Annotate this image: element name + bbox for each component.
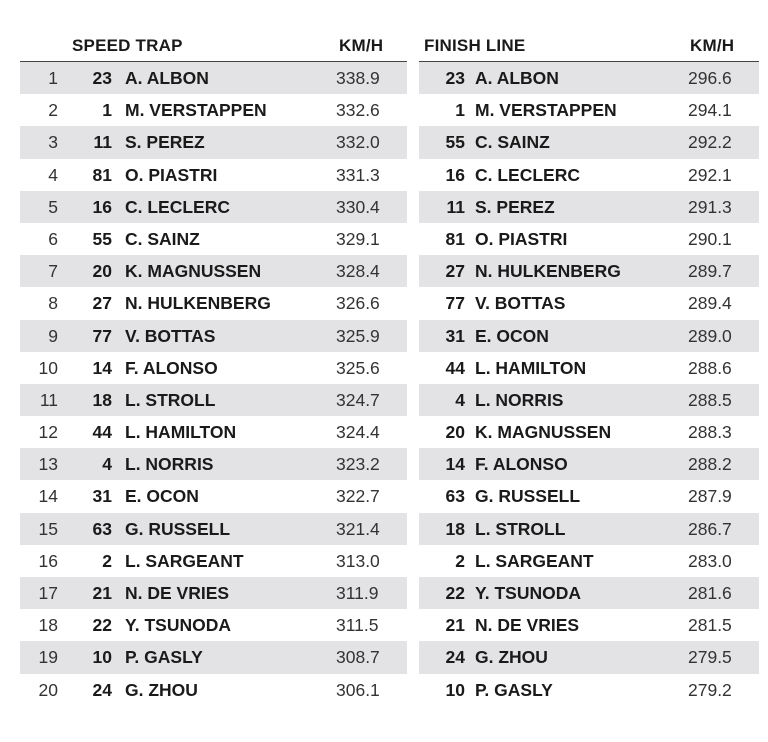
table-row (419, 609, 759, 641)
car-number-cell: 11 (93, 132, 112, 153)
car-number-cell: 55 (445, 132, 465, 153)
car-number-cell: 20 (92, 261, 112, 282)
table-row (20, 320, 407, 352)
car-number-cell: 23 (92, 68, 112, 88)
car-number-cell: 20 (445, 422, 465, 443)
driver-name-cell: C. LECLERC (125, 196, 230, 217)
speed-cell: 279.5 (688, 647, 732, 668)
driver-name-cell: L. SARGEANT (475, 550, 594, 571)
table-row (20, 448, 407, 480)
driver-name-cell: Y. TSUNODA (475, 583, 581, 603)
speed-trap-header (20, 0, 407, 62)
table-row (20, 352, 407, 384)
car-number-cell: 27 (92, 293, 112, 314)
table-row (20, 674, 407, 706)
position-cell: 5 (48, 196, 58, 217)
table-row (20, 223, 407, 255)
car-number-cell: 2 (102, 550, 112, 571)
speed-cell: 311.9 (336, 583, 379, 603)
position-cell: 9 (48, 325, 58, 346)
table-row (419, 320, 759, 352)
position-cell: 16 (38, 550, 58, 571)
driver-name-cell: L. HAMILTON (475, 357, 587, 378)
driver-name-cell: F. ALONSO (475, 454, 568, 475)
table-row (419, 513, 759, 545)
speed-trap-unit-header: KM/H (339, 36, 384, 55)
speed-cell: 330.4 (336, 196, 380, 217)
speed-trap-title: SPEED TRAP (72, 36, 183, 55)
table-row (20, 126, 407, 158)
driver-name-cell: G. ZHOU (125, 679, 198, 700)
finish-line-header (419, 0, 759, 62)
position-cell: 7 (48, 261, 58, 282)
driver-name-cell: N. HULKENBERG (125, 293, 271, 314)
table-row (419, 159, 759, 191)
driver-name-cell: V. BOTTAS (125, 325, 216, 346)
driver-name-cell: Y. TSUNODA (125, 615, 231, 636)
position-cell: 4 (48, 164, 58, 185)
driver-name-cell: V. BOTTAS (475, 293, 566, 314)
speed-trap-table (20, 0, 407, 706)
table-row (419, 384, 759, 416)
driver-name-cell: S. PEREZ (475, 196, 555, 217)
table-row (419, 545, 759, 577)
table-row (419, 480, 759, 512)
car-number-cell: 18 (445, 518, 465, 539)
car-number-cell: 24 (92, 679, 112, 700)
speed-trap-rows (20, 62, 407, 706)
speed-cell: 290.1 (688, 228, 732, 249)
table-row (20, 641, 407, 673)
car-number-cell: 4 (455, 389, 465, 410)
speed-cell: 296.6 (688, 68, 732, 88)
position-cell: 15 (38, 518, 58, 539)
position-cell: 2 (48, 100, 58, 121)
speed-cell: 287.9 (688, 486, 732, 507)
car-number-cell: 63 (92, 518, 112, 539)
position-cell: 8 (48, 293, 58, 314)
table-row (20, 159, 407, 191)
position-cell: 14 (38, 486, 58, 507)
speed-cell: 281.5 (688, 615, 732, 636)
position-cell: 17 (38, 583, 58, 603)
table-row (419, 641, 759, 673)
table-row (419, 416, 759, 448)
position-cell: 10 (38, 357, 58, 378)
position-cell: 11 (39, 389, 58, 410)
driver-name-cell: K. MAGNUSSEN (125, 261, 262, 282)
driver-name-cell: F. ALONSO (125, 357, 218, 378)
speed-cell: 283.0 (688, 550, 732, 571)
position-cell: 12 (38, 422, 58, 443)
speed-cell: 325.6 (336, 357, 380, 378)
speed-cell: 323.2 (336, 454, 380, 475)
speed-cell: 281.6 (688, 583, 732, 603)
speed-cell: 286.7 (688, 518, 732, 539)
driver-name-cell: L. HAMILTON (125, 422, 237, 443)
driver-name-cell: L. STROLL (475, 518, 566, 539)
speed-cell: 311.5 (336, 615, 379, 636)
driver-name-cell: L. NORRIS (475, 389, 564, 410)
car-number-cell: 77 (445, 293, 465, 314)
speed-cell: 326.6 (336, 293, 380, 314)
driver-name-cell: A. ALBON (125, 68, 209, 88)
position-cell: 19 (38, 647, 58, 668)
car-number-cell: 16 (445, 164, 465, 185)
speed-cell: 324.4 (336, 422, 380, 443)
table-row (419, 448, 759, 480)
driver-name-cell: O. PIASTRI (475, 228, 568, 249)
driver-name-cell: M. VERSTAPPEN (475, 100, 617, 121)
car-number-cell: 44 (92, 422, 112, 443)
table-row (20, 191, 407, 223)
finish-line-title: FINISH LINE (424, 36, 526, 55)
table-row (20, 287, 407, 319)
table-row (419, 287, 759, 319)
car-number-cell: 14 (445, 454, 465, 475)
speed-cell: 289.0 (688, 325, 732, 346)
car-number-cell: 81 (92, 164, 112, 185)
driver-name-cell: M. VERSTAPPEN (125, 100, 267, 121)
speed-cell: 332.0 (336, 132, 380, 153)
table-row (419, 62, 759, 94)
speed-cell: 288.3 (688, 422, 732, 443)
position-cell: 20 (38, 679, 58, 700)
car-number-cell: 14 (92, 357, 112, 378)
speed-cell: 329.1 (336, 228, 380, 249)
driver-name-cell: P. GASLY (475, 679, 553, 700)
speed-cell: 294.1 (688, 100, 732, 121)
speed-cell: 306.1 (336, 679, 380, 700)
table-row (419, 255, 759, 287)
driver-name-cell: L. SARGEANT (125, 550, 244, 571)
driver-name-cell: P. GASLY (125, 647, 203, 668)
table-row (20, 416, 407, 448)
table-row (419, 223, 759, 255)
speed-cell: 289.7 (688, 261, 732, 282)
speed-cell: 288.5 (688, 389, 732, 410)
car-number-cell: 21 (92, 583, 112, 603)
speed-cell: 321.4 (336, 518, 380, 539)
speed-cell: 331.3 (336, 164, 380, 185)
speed-cell: 338.9 (336, 68, 380, 88)
driver-name-cell: O. PIASTRI (125, 164, 218, 185)
car-number-cell: 4 (102, 454, 112, 475)
driver-name-cell: G. ZHOU (475, 647, 548, 668)
car-number-cell: 55 (92, 228, 112, 249)
car-number-cell: 23 (445, 68, 465, 88)
driver-name-cell: G. RUSSELL (125, 518, 231, 539)
table-row (20, 255, 407, 287)
driver-name-cell: C. SAINZ (125, 228, 200, 249)
table-row (419, 674, 759, 706)
car-number-cell: 11 (446, 196, 465, 217)
table-row (419, 191, 759, 223)
car-number-cell: 10 (92, 647, 112, 668)
table-row (20, 62, 407, 94)
driver-name-cell: A. ALBON (475, 68, 559, 88)
speed-cell: 308.7 (336, 647, 380, 668)
car-number-cell: 63 (445, 486, 465, 507)
car-number-cell: 22 (445, 583, 465, 603)
car-number-cell: 21 (445, 615, 465, 636)
speed-cell: 332.6 (336, 100, 380, 121)
car-number-cell: 1 (455, 100, 465, 121)
car-number-cell: 77 (92, 325, 112, 346)
car-number-cell: 1 (102, 100, 112, 121)
driver-name-cell: S. PEREZ (125, 132, 205, 153)
speed-cell: 288.2 (688, 454, 732, 475)
finish-line-rows (419, 62, 759, 706)
table-row (419, 126, 759, 158)
driver-name-cell: L. STROLL (125, 389, 216, 410)
car-number-cell: 18 (92, 389, 112, 410)
table-row (20, 545, 407, 577)
car-number-cell: 22 (92, 615, 112, 636)
car-number-cell: 81 (445, 228, 465, 249)
position-cell: 3 (48, 132, 58, 153)
car-number-cell: 16 (92, 196, 112, 217)
speed-cell: 279.2 (688, 679, 732, 700)
position-cell: 18 (38, 615, 58, 636)
speed-cell: 289.4 (688, 293, 732, 314)
table-row (20, 384, 407, 416)
table-row (20, 577, 407, 609)
driver-name-cell: G. RUSSELL (475, 486, 581, 507)
driver-name-cell: K. MAGNUSSEN (475, 422, 612, 443)
table-row (20, 609, 407, 641)
table-row (20, 513, 407, 545)
speed-cell: 291.3 (688, 196, 732, 217)
car-number-cell: 31 (92, 486, 112, 507)
speed-cell: 288.6 (688, 357, 732, 378)
speed-cell: 313.0 (336, 550, 380, 571)
table-row (20, 480, 407, 512)
driver-name-cell: N. DE VRIES (125, 583, 230, 603)
table-row (419, 577, 759, 609)
car-number-cell: 2 (455, 550, 465, 571)
driver-name-cell: C. SAINZ (475, 132, 550, 153)
position-cell: 6 (48, 228, 58, 249)
speed-cell: 292.2 (688, 132, 732, 153)
position-cell: 13 (38, 454, 58, 475)
car-number-cell: 10 (445, 679, 465, 700)
driver-name-cell: N. DE VRIES (475, 615, 580, 636)
driver-name-cell: C. LECLERC (475, 164, 580, 185)
table-row (419, 352, 759, 384)
speed-cell: 322.7 (336, 486, 380, 507)
driver-name-cell: E. OCON (475, 325, 549, 346)
finish-line-table (419, 0, 759, 706)
speed-cell: 325.9 (336, 325, 380, 346)
driver-name-cell: E. OCON (125, 486, 199, 507)
table-row (419, 94, 759, 126)
driver-name-cell: N. HULKENBERG (475, 261, 621, 282)
finish-line-unit-header: KM/H (690, 36, 735, 55)
speed-cell: 292.1 (688, 164, 732, 185)
car-number-cell: 44 (445, 357, 465, 378)
driver-name-cell: L. NORRIS (125, 454, 214, 475)
table-row (20, 94, 407, 126)
car-number-cell: 31 (445, 325, 465, 346)
car-number-cell: 27 (445, 261, 465, 282)
position-cell: 1 (48, 68, 58, 88)
speed-cell: 328.4 (336, 261, 380, 282)
speed-cell: 324.7 (336, 389, 380, 410)
car-number-cell: 24 (445, 647, 465, 668)
